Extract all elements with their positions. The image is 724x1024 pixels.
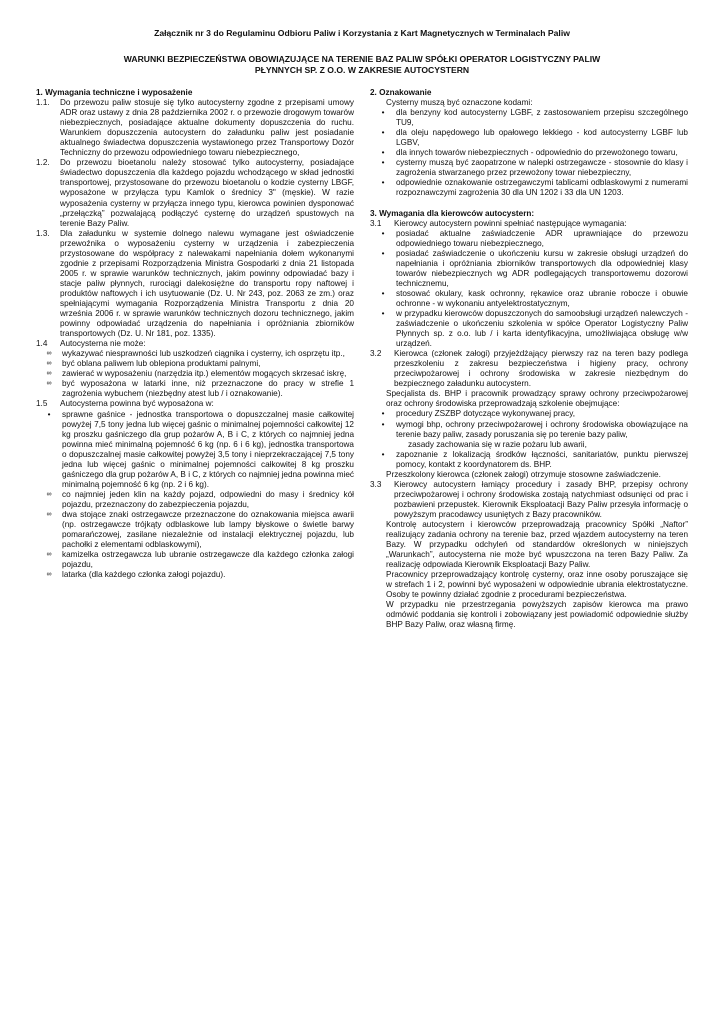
- annex-title: Załącznik nr 3 do Regulaminu Odbioru Paliw i Korzystania z Kart Magnetycznych w Terminalach Paliw: [154, 28, 570, 38]
- two-column-body: [36, 88, 688, 630]
- list-item: • dla oleju napędowego lub opałowego lekkiego - kod autocysterny LGBF lub LGBV,: [370, 128, 688, 148]
- bullet-icon: •: [381, 409, 385, 419]
- bullet-icon: •: [381, 128, 385, 138]
- paragraph-3-3: [370, 480, 688, 520]
- list-item: • dla benzyny kod autocysterny LGBF, z zastosowaniem przepisu szczególnego TU9,: [370, 108, 688, 128]
- list-item: • procedury ZSZBP dotyczące wykonywanej pracy,: [370, 409, 688, 419]
- list-3-1: [370, 229, 688, 350]
- right-column: [370, 88, 688, 630]
- bullet-icon: •: [47, 409, 51, 419]
- list-item: ∞ być oblana paliwem lub oblepiona produktami palnymi,: [36, 359, 354, 369]
- infinity-bullet-icon: ∞: [46, 510, 52, 518]
- paragraph-3-1: [370, 219, 688, 229]
- paragraph-text: Kierowcy autocystern łamiący procedury i zasady BHP, przepisy ochrony przeciwpożarowej i ochrony środowiska zostają natychmiast odsunięci od prac i pozbawieni przepustek. Kierownik Eksploatacji Bazy Paliw przesyła informację o powyższym pracodawcy usuniętych z Bazy pracowników.: [394, 479, 688, 519]
- main-title-line2: PŁYNNYCH SP. Z O.O. W ZAKRESIE AUTOCYSTERN: [254, 65, 470, 75]
- paragraph-3-3-c: Pracownicy przeprowadzający kontrolę cysterny, oraz inne osoby poruszające się w strefach 1 i 2, powinni być wyposażeni w odpowiednie ubrania elektrostatyczne. Osoby te powinny działać zgodnie z procedurami bezpieczeństwa.: [386, 570, 688, 600]
- paragraph-text: Do przewozu bioetanolu należy stosować tylko autocysterny, posiadające świadectwo dopuszczenia dla każdego pojazdu wchodzącego w skład jednostki transportowej, przystosowane do przewozu bioetanolu o kodzie cysterny LBGF, wyposażone w przyłącza typu Kamlok o średnicy 3" (męskie). W razie wyposażenia cysterny w przyłącza innego typu, kierowca powinien dysponować „przełączką” pozwalającą podłączyć cysternę do urządzeń spustowych na terenie Bazy Paliw.: [60, 158, 354, 228]
- paragraph-text: Autocysterna nie może:: [60, 339, 146, 349]
- paragraph-number: 1.1.: [36, 98, 50, 108]
- list-item: ∞ zawierać w wyposażeniu (narzędzia itp.) elementów mogących skrzesać iskrę,: [36, 369, 354, 379]
- paragraph-3-3-b: Kontrolę autocystern i kierowców przeprowadzają pracownicy Spółki „Naftor” realizujący zadania ochrony na terenie baz, przed wjazdem autocysterny na teren Bazy. W przypadku odchyleń od standardów określonych w niniejszych „Warunkach”, autocysterna nie może być wpuszczona na teren Bazy Paliw. Za realizację odpowiada Kierownik Eksploatacji Bazy Paliw.: [386, 519, 688, 570]
- paragraph-1-3: [36, 229, 354, 340]
- list-1-5: [36, 410, 354, 581]
- paragraph-1-4: [36, 339, 354, 349]
- list-item: • posiadać zaświadczenie o ukończeniu kursu w zakresie obsługi urządzeń do napełniania i opróżniania zbiorników transportowych dla odpowiedniej klasy towarów niebezpiecznych wg ADR podlegających transportowemu dozorowi technicznemu,: [370, 249, 688, 289]
- list-item: • odpowiednie oznakowanie ostrzegawczymi tablicami odblaskowymi z numerami rozpoznawczymi zagrożenia 30 dla UN 1202 i 33 dla UN 1203.: [370, 178, 688, 198]
- paragraph-number: 3.1: [370, 218, 382, 228]
- paragraph-3-3-d: W przypadku nie przestrzegania powyższych zapisów kierowca ma prawo odmówić poddania się kontroli i zobowiązany jest powiadomić odpowiednie służby BHP Bazy Paliw, oraz własną firmę.: [386, 600, 688, 630]
- section1-heading: 1. Wymagania techniczne i wyposażenie: [36, 88, 193, 97]
- infinity-bullet-icon: ∞: [46, 551, 52, 559]
- paragraph-text: Kierowcy autocystern powinni spełniać następujące wymagania:: [394, 218, 627, 228]
- list-1-4: [36, 349, 354, 399]
- infinity-bullet-icon: ∞: [46, 571, 52, 579]
- list-item: ∞ wykazywać niesprawności lub uszkodzeń ciągnika i cysterny, ich osprzętu itp.,: [36, 349, 354, 359]
- paragraph-number: 1.3.: [36, 228, 50, 238]
- infinity-bullet-icon: ∞: [46, 360, 52, 368]
- list-item: • cysterny muszą być zaopatrzone w nalepki ostrzegawcze - stosownie do klasy i zagrożenia stwarzanego przez przewożony towar niebezpieczny,: [370, 158, 688, 178]
- paragraph-3-2-c: Przeszkolony kierowca (członek załogi) otrzymuje stosowne zaświadczenie.: [386, 469, 661, 479]
- infinity-bullet-icon: ∞: [46, 370, 52, 378]
- paragraph-text: Do przewozu paliw stosuje się tylko autocysterny zgodne z przepisami umowy ADR oraz ustawy z dnia 28 października 2002 r. o przewozie drogowym towarów niebezpiecznych, posiadające aktualne dokumenty dopuszczenia do ruchu. Warunkiem dopuszczenia autocystern do załadunku paliw jest posiadanie aktualnego świadectwa dopuszczenia wystawionego przez Transportowy Dozór Techniczny do przewozu odpowiedniego towaru niebezpiecznego,: [60, 98, 354, 158]
- bullet-icon: •: [381, 228, 385, 238]
- main-title: [36, 54, 688, 76]
- list-item-text: wymogi bhp, ochrony przeciwpożarowej i ochrony środowiska obowiązujące na terenie bazy paliw, zasady poruszania się po terenie bazy paliw,: [396, 419, 688, 439]
- list-item: • stosować okulary, kask ochronny, rękawice oraz ubranie robocze i obuwie ochronne - w wykonaniu antyelektrostatycznym,: [370, 289, 688, 309]
- infinity-bullet-icon: ∞: [46, 380, 52, 388]
- left-column: [36, 88, 354, 630]
- list-item: ∞ być wyposażona w latarki inne, niż przeznaczone do pracy w strefie 1 zagrożenia wybuchem (niezbędny atest lub / i oznakowanie).: [36, 379, 354, 399]
- paragraph-number: 1.4: [36, 339, 48, 349]
- list-item: • sprawne gaśnice - jednostka transportowa o dopuszczalnej masie całkowitej powyżej 7,5 tony jedna lub więcej gaśnic o minimalnej pojemności całkowitej 12 kg proszku gaśniczego dla grup pożarów A, B i C, z których co najmniej jedna powinna mieć minimalną pojemność 6 kg (np. 6 i 6 kg), jednostka transportowa o dopuszczalnej masie całkowitej powyżej 3,5 tony i nieprzekraczającej 7,5 tony jedna lub więcej gaśnic o minimalnej pojemności całkowitej 8 kg proszku gaśniczego dla grup pożarów A, B i C, z których co najmniej jedna powinna mieć minimalną pojemność 6 kg (np. 2 i 6 kg).: [36, 410, 354, 490]
- paragraph-3-2: [370, 349, 688, 389]
- paragraph-number: 1.2.: [36, 158, 50, 168]
- list-2: [370, 108, 688, 198]
- paragraph-number: 3.3: [370, 479, 382, 489]
- bullet-icon: •: [381, 449, 385, 459]
- list-item: ∞ kamizelka ostrzegawcza lub ubranie ostrzegawcze dla każdego członka załogi pojazdu,: [36, 550, 354, 570]
- main-title-line1: WARUNKI BEZPIECZEŃSTWA OBOWIĄZUJĄCE NA TERENIE BAZ PALIW SPÓŁKI OPERATOR LOGISTYCZNY PALIW: [123, 54, 601, 64]
- paragraph-number: 1.5: [36, 399, 48, 409]
- list-3-2: [370, 409, 688, 469]
- paragraph-1-2: [36, 158, 354, 228]
- section3-heading: 3. Wymagania dla kierowców autocystern:: [370, 208, 535, 218]
- paragraph-text: Autocysterna powinna być wyposażona w:: [60, 399, 214, 409]
- bullet-icon: •: [381, 158, 385, 168]
- bullet-icon: •: [381, 248, 385, 258]
- list-item: • posiadać aktualne zaświadczenie ADR uprawniające do przewozu odpowiedniego towaru niebezpiecznego,: [370, 229, 688, 249]
- bullet-icon: •: [381, 308, 385, 318]
- list-item: • dla innych towarów niebezpiecznych - odpowiednio do przewożonego towaru,: [370, 148, 688, 158]
- infinity-bullet-icon: ∞: [46, 350, 52, 358]
- bullet-icon: •: [381, 288, 385, 298]
- paragraph-1-5: [36, 399, 354, 409]
- paragraph-text: Dla załadunku w systemie dolnego nalewu wymagane jest oświadczenie przewoźnika o wyposażeniu cysterny w urządzenia i zabezpieczenia przystosowane do współpracy z nalewakami napełniania dołem wykonanymi zgodnie z przepisami Rozporządzenia Ministra Gospodarki z dnia 21 listopada 2005 r. w sprawie warunków technicznych, jakim powinny odpowiadać bazy i stacje paliw płynnych, rurociągi dalekosiężne do transportu ropy naftowej i produktów naftowych i ich usytuowanie (Dz. U. Nr 243, poz. 2063 ze zm.) oraz spełniającymi wymagania Rozporządzenia Ministra Transportu z dnia 20 września 2006 r. w sprawie warunków technicznych dozoru technicznego, jakim powinny odpowiadać urządzenia do napełniania i opróżniania zbiorników transportowych (Dz. U. Nr 181, poz. 1335).: [60, 228, 354, 339]
- paragraph-1-1: [36, 98, 354, 158]
- section2-heading: 2. Oznakowanie: [370, 88, 432, 97]
- list-item: • zapoznanie z lokalizacją środków łączności, sanitariatów, punktu pierwszej pomocy, kontakt z koordynatorem ds. BHP.: [370, 450, 688, 470]
- list-item: ∞ latarka (dla każdego członka załogi pojazdu).: [36, 570, 354, 580]
- list-item-continuation: zasady zachowania się w razie pożaru lub awarii,: [408, 439, 587, 449]
- bullet-icon: •: [381, 108, 385, 118]
- list-item: ∞ dwa stojące znaki ostrzegawcze przeznaczone do oznakowania miejsca awarii (np. ostrzegawcze trójkąty odblaskowe lub lampy błyskowe o świetle barwy pomarańczowej, zasilane niezależnie od instalacji elektrycznej pojazdu, lub pachołki z elementami odblaskowymi),: [36, 510, 354, 550]
- paragraph-number: 3.2: [370, 349, 382, 359]
- bullet-icon: •: [381, 178, 385, 188]
- bullet-icon: •: [381, 148, 385, 158]
- spacer: [370, 199, 688, 209]
- list-item: [370, 420, 688, 450]
- bullet-icon: •: [381, 419, 385, 429]
- paragraph-text: Kierowca (członek załogi) przyjeżdżający pierwszy raz na teren bazy podlega przeszkoleniu z zakresu bezpieczeństwa i higieny pracy, ochrony przeciwpożarowej i ochrony środowiska w zakresie niezbędnym do bezpiecznego załadunku autocystern.: [394, 349, 688, 389]
- paragraph-3-2-b: Specjalista ds. BHP i pracownik prowadzący sprawy ochrony przeciwpożarowej oraz ochrony środowiska przeprowadzają szkolenie obejmujące:: [386, 389, 688, 409]
- list-item: • w przypadku kierowców dopuszczonych do samoobsługi urządzeń nalewczych - zaświadczenie o ukończeniu szkolenia w spółce Operator Logistyczny Paliw Płynnych sp. z o.o. lub / i karta identyfikacyjna, umożliwiająca obsługę w/w urządzeń.: [370, 309, 688, 349]
- infinity-bullet-icon: ∞: [46, 490, 52, 498]
- list-item: ∞ co najmniej jeden klin na każdy pojazd, odpowiedni do masy i średnicy kół pojazdu, przeznaczony do zabezpieczenia pojazdu,: [36, 490, 354, 510]
- section2-intro: Cysterny muszą być oznaczone kodami:: [386, 98, 533, 108]
